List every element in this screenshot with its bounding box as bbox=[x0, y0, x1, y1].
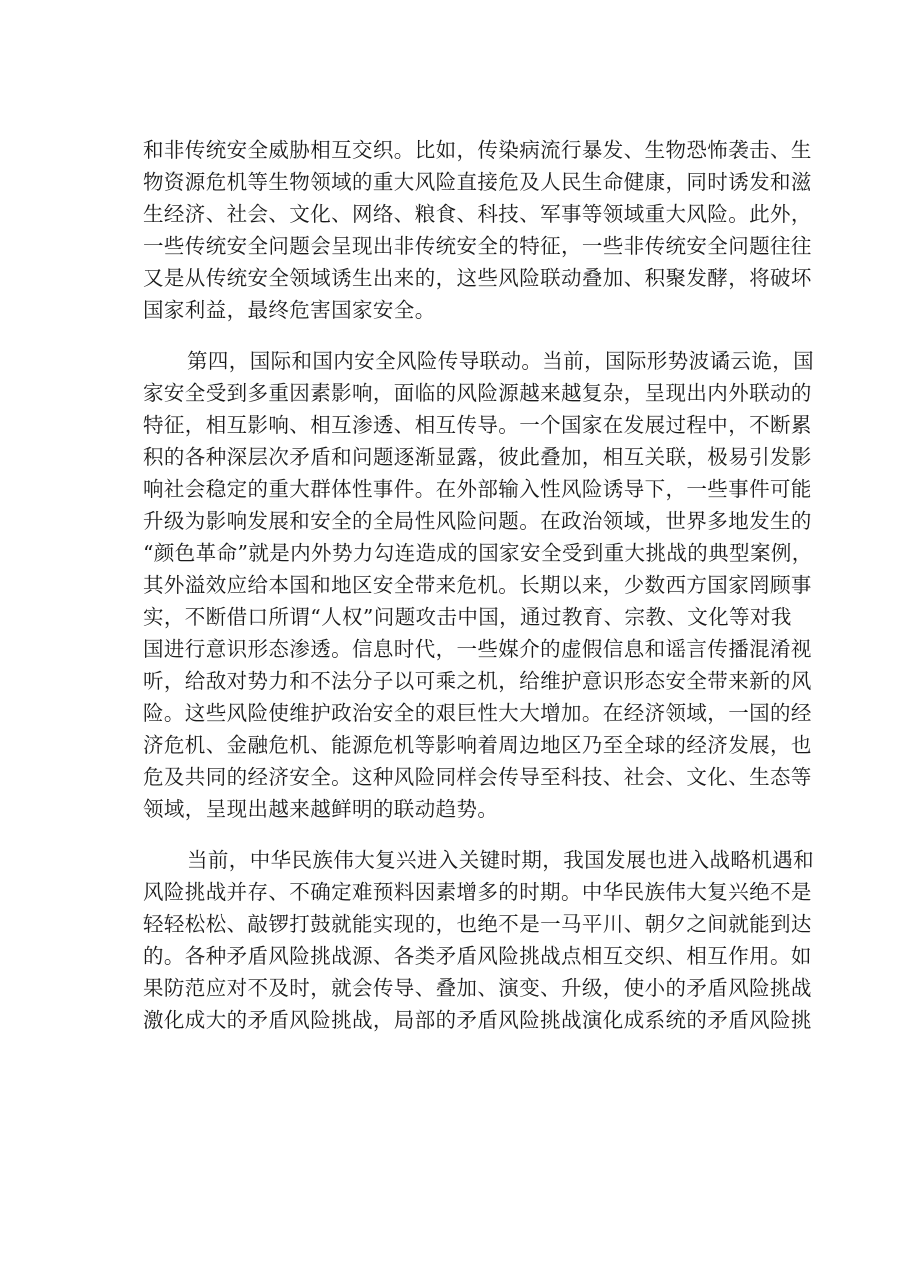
text-line: 和非传统安全威胁相互交织。比如，传染病流行暴发、生物恐怖袭击、生 bbox=[143, 138, 812, 162]
text-line: 国家利益，最终危害国家安全。 bbox=[143, 298, 436, 322]
paragraph-3 bbox=[143, 844, 814, 1036]
text-line: 一些传统安全问题会呈现出非传统安全的特征，一些非传统安全问题往往 bbox=[143, 234, 812, 258]
text-line: 激化成大的矛盾风险挑战，局部的矛盾风险挑战演化成系统的矛盾风险挑 bbox=[143, 1008, 812, 1032]
text-line: 家安全受到多重因素影响，面临的风险源越来越复杂，呈现出内外联动的 bbox=[143, 381, 812, 405]
text-line: 领域，呈现出越来越鲜明的联动趋势。 bbox=[143, 797, 499, 821]
text-line: 济危机、金融危机、能源危机等影响着周边地区乃至全球的经济发展，也 bbox=[143, 733, 812, 757]
paragraph-1 bbox=[143, 134, 812, 326]
text-line: 积的各种深层次矛盾和问题逐渐显露，彼此叠加，相互关联，极易引发影 bbox=[143, 445, 812, 469]
text-line: 其外溢效应给本国和地区安全带来危机。长期以来，少数西方国家罔顾事 bbox=[143, 573, 812, 597]
document-body bbox=[143, 134, 814, 1036]
text-line: 物资源危机等生物领域的重大风险直接危及人民生命健康，同时诱发和滋 bbox=[143, 170, 812, 194]
text-line: 响社会稳定的重大群体性事件。在外部输入性风险诱导下，一些事件可能 bbox=[143, 477, 812, 501]
text-line: 听，给敌对势力和不法分子以可乘之机，给维护意识形态安全带来新的风 bbox=[143, 669, 812, 693]
paragraph-spacer bbox=[143, 825, 783, 844]
paragraph-spacer bbox=[143, 326, 783, 345]
text-line: 当前，中华民族伟大复兴进入关键时期，我国发展也进入战略机遇和 bbox=[187, 848, 814, 872]
text-line: “颜色革命”就是内外势力勾连造成的国家安全受到重大挑战的典型案例， bbox=[143, 541, 813, 565]
text-line: 果防范应对不及时，就会传导、叠加、演变、升级，使小的矛盾风险挑战 bbox=[143, 976, 812, 1000]
text-line: 升级为影响发展和安全的全局性风险问题。在政治领域，世界多地发生的 bbox=[143, 509, 812, 533]
text-line: 又是从传统安全领域诱生出来的，这些风险联动叠加、积聚发酵，将破坏 bbox=[143, 266, 812, 290]
text-line: 风险挑战并存、不确定难预料因素增多的时期。中华民族伟大复兴绝不是 bbox=[143, 880, 812, 904]
text-line: 轻轻松松、敲锣打鼓就能实现的，也绝不是一马平川、朝夕之间就能到达 bbox=[143, 912, 812, 936]
text-line: 危及共同的经济安全。这种风险同样会传导至科技、社会、文化、生态等 bbox=[143, 765, 812, 789]
paragraph-2 bbox=[143, 345, 814, 825]
text-line: 险。这些风险使维护政治安全的艰巨性大大增加。在经济领域，一国的经 bbox=[143, 701, 812, 725]
text-line: 生经济、社会、文化、网络、粮食、科技、军事等领域重大风险。此外， bbox=[143, 202, 812, 226]
text-line: 实，不断借口所谓“人权”问题攻击中国，通过教育、宗教、文化等对我 bbox=[143, 605, 792, 629]
text-line: 第四，国际和国内安全风险传导联动。当前，国际形势波谲云诡，国 bbox=[187, 349, 814, 373]
text-line: 特征，相互影响、相互渗透、相互传导。一个国家在发展过程中，不断累 bbox=[143, 413, 812, 437]
text-line: 国进行意识形态渗透。信息时代，一些媒介的虚假信息和谣言传播混淆视 bbox=[143, 637, 812, 661]
text-line: 的。各种矛盾风险挑战源、各类矛盾风险挑战点相互交织、相互作用。如 bbox=[143, 944, 812, 968]
